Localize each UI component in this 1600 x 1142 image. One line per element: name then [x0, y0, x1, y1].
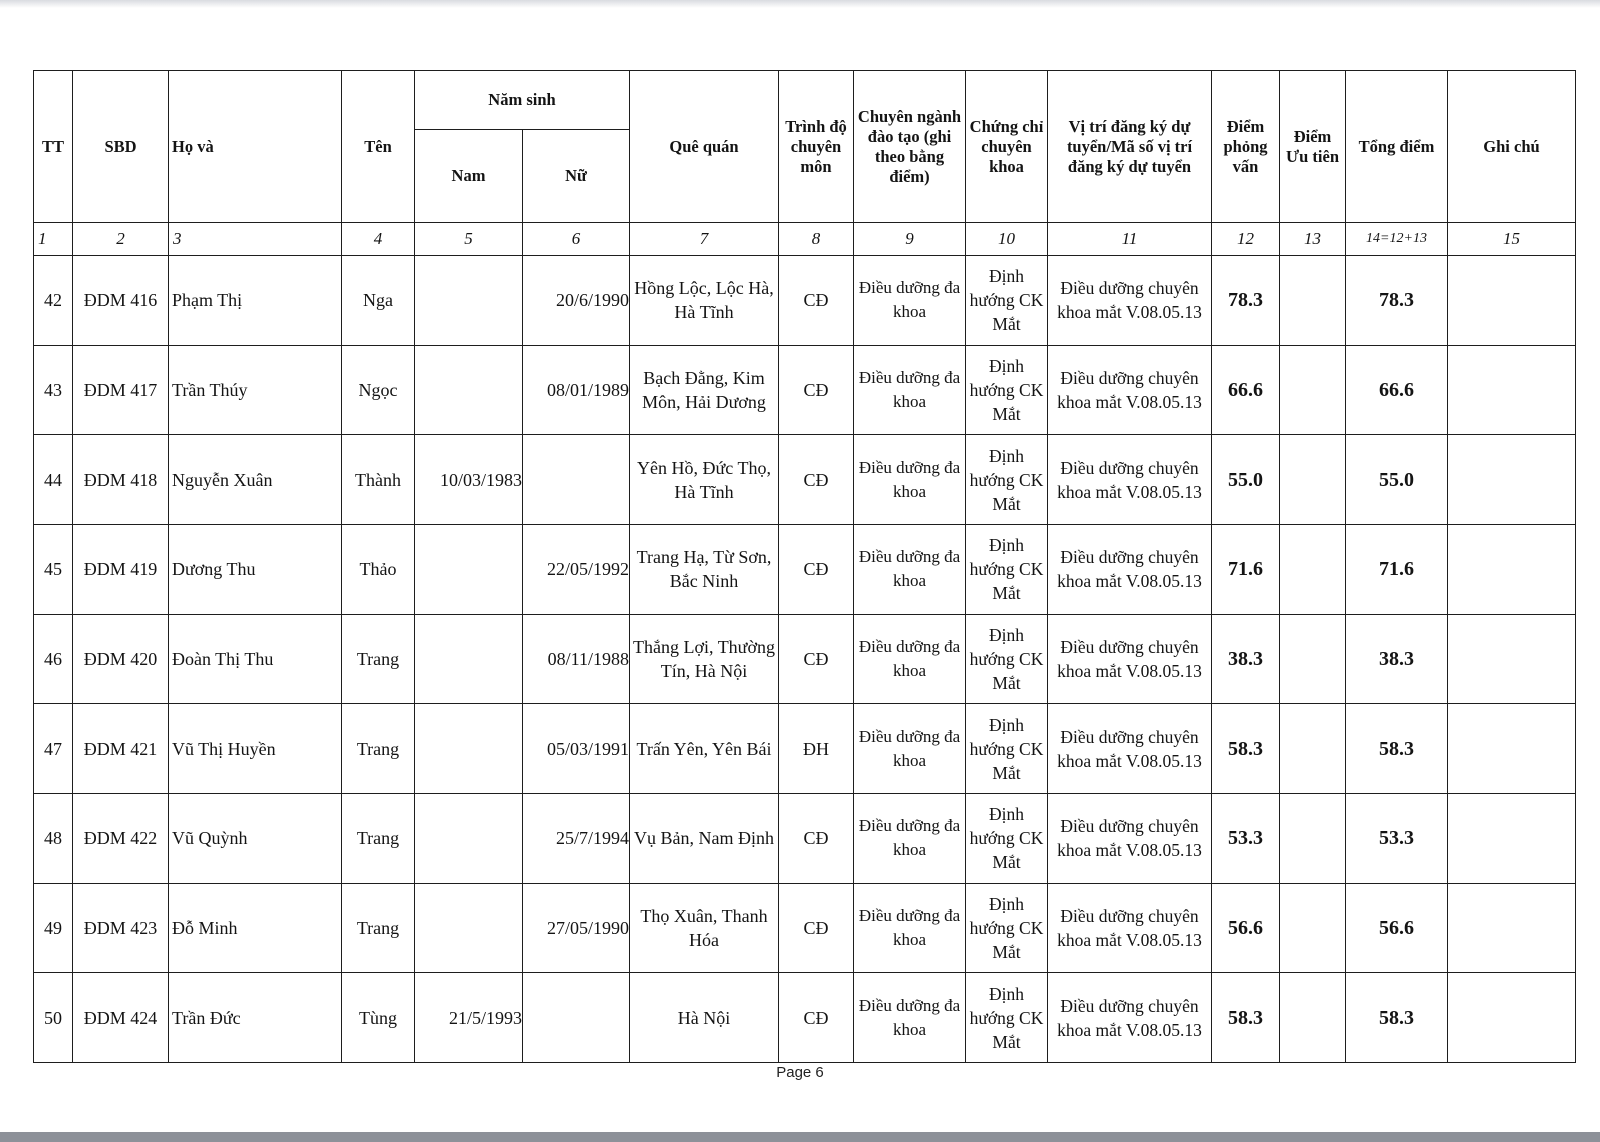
header-nam-sinh: Năm sinh — [415, 71, 630, 130]
column-number: 2 — [73, 223, 169, 256]
cell-que-quan: Bạch Đằng, Kim Môn, Hải Dương — [630, 345, 779, 435]
table-body — [34, 256, 1576, 1063]
cell-ghi-chu — [1448, 973, 1576, 1063]
cell-sbd: ĐDM 424 — [73, 973, 169, 1063]
column-number: 13 — [1280, 223, 1346, 256]
header-tt: TT — [34, 71, 73, 223]
cell-nam-sinh-nam — [415, 524, 523, 614]
cell-ten: Ngọc — [342, 345, 415, 435]
cell-diem-phong-van: 58.3 — [1212, 704, 1280, 794]
cell-nam-sinh-nam — [415, 256, 523, 346]
cell-vi-tri: Điều dưỡng chuyên khoa mắt V.08.05.13 — [1048, 256, 1212, 346]
header-diem-phong-van: Điểm phỏng vấn — [1212, 71, 1280, 223]
cell-nam-sinh-nu: 20/6/1990 — [523, 256, 630, 346]
cell-vi-tri: Điều dưỡng chuyên khoa mắt V.08.05.13 — [1048, 704, 1212, 794]
cell-diem-phong-van: 58.3 — [1212, 973, 1280, 1063]
cell-diem-uu-tien — [1280, 345, 1346, 435]
header-ten: Tên — [342, 71, 415, 223]
header-vi-tri: Vị trí đăng ký dự tuyển/Mã số vị trí đăng ký dự tuyển — [1048, 71, 1212, 223]
column-number: 8 — [779, 223, 854, 256]
cell-ho: Phạm Thị — [169, 256, 342, 346]
cell-chung-chi: Định hướng CK Mắt — [966, 793, 1048, 883]
cell-chuyen-nganh: Điều dưỡng đa khoa — [854, 256, 966, 346]
cell-vi-tri: Điều dưỡng chuyên khoa mắt V.08.05.13 — [1048, 793, 1212, 883]
cell-diem-uu-tien — [1280, 883, 1346, 973]
table-row — [34, 883, 1576, 973]
table-header — [34, 71, 1576, 256]
cell-diem-phong-van: 55.0 — [1212, 435, 1280, 525]
cell-sbd: ĐDM 420 — [73, 614, 169, 704]
cell-nam-sinh-nam — [415, 793, 523, 883]
cell-chuyen-nganh: Điều dưỡng đa khoa — [854, 524, 966, 614]
cell-ghi-chu — [1448, 256, 1576, 346]
cell-tong-diem: 66.6 — [1346, 345, 1448, 435]
cell-ten: Trang — [342, 704, 415, 794]
cell-nam-sinh-nam: 10/03/1983 — [415, 435, 523, 525]
header-trinh-do: Trình độ chuyên môn — [779, 71, 854, 223]
cell-trinh-do: CĐ — [779, 973, 854, 1063]
cell-chung-chi: Định hướng CK Mắt — [966, 256, 1048, 346]
cell-ten: Thành — [342, 435, 415, 525]
cell-chung-chi: Định hướng CK Mắt — [966, 614, 1048, 704]
column-number: 9 — [854, 223, 966, 256]
cell-que-quan: Hà Nội — [630, 973, 779, 1063]
cell-sbd: ĐDM 417 — [73, 345, 169, 435]
cell-que-quan: Yên Hồ, Đức Thọ, Hà Tĩnh — [630, 435, 779, 525]
cell-ho: Đoàn Thị Thu — [169, 614, 342, 704]
cell-ghi-chu — [1448, 435, 1576, 525]
cell-ghi-chu — [1448, 793, 1576, 883]
cell-nam-sinh-nam: 21/5/1993 — [415, 973, 523, 1063]
header-diem-uu-tien: Điểm Ưu tiên — [1280, 71, 1346, 223]
cell-ten: Thảo — [342, 524, 415, 614]
scan-edge-top — [0, 0, 1600, 8]
cell-que-quan: Thọ Xuân, Thanh Hóa — [630, 883, 779, 973]
header-ho-va: Họ và — [169, 71, 342, 223]
header-nu: Nữ — [523, 130, 630, 223]
cell-tt: 45 — [34, 524, 73, 614]
cell-ho: Nguyễn Xuân — [169, 435, 342, 525]
cell-vi-tri: Điều dưỡng chuyên khoa mắt V.08.05.13 — [1048, 973, 1212, 1063]
cell-chung-chi: Định hướng CK Mắt — [966, 435, 1048, 525]
cell-chung-chi: Định hướng CK Mắt — [966, 883, 1048, 973]
cell-vi-tri: Điều dưỡng chuyên khoa mắt V.08.05.13 — [1048, 345, 1212, 435]
cell-diem-uu-tien — [1280, 973, 1346, 1063]
header-tong-diem: Tổng điểm — [1346, 71, 1448, 223]
cell-tt: 42 — [34, 256, 73, 346]
cell-tong-diem: 55.0 — [1346, 435, 1448, 525]
cell-tong-diem: 71.6 — [1346, 524, 1448, 614]
cell-tong-diem: 78.3 — [1346, 256, 1448, 346]
cell-nam-sinh-nam — [415, 704, 523, 794]
cell-nam-sinh-nam — [415, 614, 523, 704]
cell-tt: 50 — [34, 973, 73, 1063]
cell-tt: 44 — [34, 435, 73, 525]
cell-chuyen-nganh: Điều dưỡng đa khoa — [854, 345, 966, 435]
table-row — [34, 973, 1576, 1063]
cell-nam-sinh-nu — [523, 973, 630, 1063]
cell-ghi-chu — [1448, 883, 1576, 973]
cell-que-quan: Vụ Bản, Nam Định — [630, 793, 779, 883]
header-ghi-chu: Ghi chú — [1448, 71, 1576, 223]
cell-tt: 47 — [34, 704, 73, 794]
cell-chuyen-nganh: Điều dưỡng đa khoa — [854, 435, 966, 525]
table-row — [34, 524, 1576, 614]
cell-chuyen-nganh: Điều dưỡng đa khoa — [854, 793, 966, 883]
cell-trinh-do: CĐ — [779, 435, 854, 525]
cell-diem-phong-van: 38.3 — [1212, 614, 1280, 704]
cell-sbd: ĐDM 416 — [73, 256, 169, 346]
header-chuyen-nganh: Chuyên ngành đào tạo (ghi theo bằng điểm) — [854, 71, 966, 223]
cell-nam-sinh-nam — [415, 345, 523, 435]
table-row — [34, 345, 1576, 435]
cell-chung-chi: Định hướng CK Mắt — [966, 973, 1048, 1063]
scan-edge-bottom — [0, 1132, 1600, 1142]
column-number-row — [34, 223, 1576, 256]
cell-vi-tri: Điều dưỡng chuyên khoa mắt V.08.05.13 — [1048, 435, 1212, 525]
header-nam: Nam — [415, 130, 523, 223]
column-number: 6 — [523, 223, 630, 256]
column-number: 3 — [169, 223, 342, 256]
cell-diem-phong-van: 56.6 — [1212, 883, 1280, 973]
cell-trinh-do: CĐ — [779, 883, 854, 973]
cell-nam-sinh-nu: 25/7/1994 — [523, 793, 630, 883]
cell-diem-uu-tien — [1280, 435, 1346, 525]
cell-que-quan: Hồng Lộc, Lộc Hà, Hà Tĩnh — [630, 256, 779, 346]
column-number: 4 — [342, 223, 415, 256]
cell-nam-sinh-nam — [415, 883, 523, 973]
table-row — [34, 256, 1576, 346]
cell-vi-tri: Điều dưỡng chuyên khoa mắt V.08.05.13 — [1048, 883, 1212, 973]
cell-nam-sinh-nu: 08/11/1988 — [523, 614, 630, 704]
cell-trinh-do: CĐ — [779, 345, 854, 435]
cell-tong-diem: 53.3 — [1346, 793, 1448, 883]
cell-ten: Trang — [342, 793, 415, 883]
cell-que-quan: Trấn Yên, Yên Bái — [630, 704, 779, 794]
cell-chung-chi: Định hướng CK Mắt — [966, 345, 1048, 435]
cell-ghi-chu — [1448, 524, 1576, 614]
cell-ho: Đỗ Minh — [169, 883, 342, 973]
cell-vi-tri: Điều dưỡng chuyên khoa mắt V.08.05.13 — [1048, 524, 1212, 614]
cell-ho: Vũ Thị Huyền — [169, 704, 342, 794]
cell-ten: Trang — [342, 883, 415, 973]
cell-diem-uu-tien — [1280, 614, 1346, 704]
cell-diem-phong-van: 71.6 — [1212, 524, 1280, 614]
cell-diem-phong-van: 78.3 — [1212, 256, 1280, 346]
cell-diem-uu-tien — [1280, 704, 1346, 794]
cell-diem-phong-van: 53.3 — [1212, 793, 1280, 883]
cell-chung-chi: Định hướng CK Mắt — [966, 704, 1048, 794]
table-row — [34, 435, 1576, 525]
column-number: 7 — [630, 223, 779, 256]
cell-tong-diem: 58.3 — [1346, 704, 1448, 794]
cell-diem-uu-tien — [1280, 524, 1346, 614]
cell-sbd: ĐDM 421 — [73, 704, 169, 794]
cell-trinh-do: CĐ — [779, 524, 854, 614]
cell-que-quan: Thắng Lợi, Thường Tín, Hà Nội — [630, 614, 779, 704]
column-number: 12 — [1212, 223, 1280, 256]
cell-sbd: ĐDM 418 — [73, 435, 169, 525]
cell-ten: Nga — [342, 256, 415, 346]
cell-que-quan: Trang Hạ, Từ Sơn, Bắc Ninh — [630, 524, 779, 614]
cell-nam-sinh-nu: 05/03/1991 — [523, 704, 630, 794]
cell-tong-diem: 58.3 — [1346, 973, 1448, 1063]
cell-tt: 46 — [34, 614, 73, 704]
cell-ho: Trần Thúy — [169, 345, 342, 435]
cell-sbd: ĐDM 422 — [73, 793, 169, 883]
cell-nam-sinh-nu: 22/05/1992 — [523, 524, 630, 614]
cell-chuyen-nganh: Điều dưỡng đa khoa — [854, 973, 966, 1063]
cell-ghi-chu — [1448, 614, 1576, 704]
cell-ho: Dương Thu — [169, 524, 342, 614]
cell-sbd: ĐDM 419 — [73, 524, 169, 614]
cell-tt: 49 — [34, 883, 73, 973]
column-number: 15 — [1448, 223, 1576, 256]
cell-tt: 48 — [34, 793, 73, 883]
cell-trinh-do: ĐH — [779, 704, 854, 794]
column-number: 11 — [1048, 223, 1212, 256]
results-table — [33, 70, 1576, 1063]
header-que-quan: Quê quán — [630, 71, 779, 223]
cell-chuyen-nganh: Điều dưỡng đa khoa — [854, 704, 966, 794]
cell-trinh-do: CĐ — [779, 256, 854, 346]
table-row — [34, 793, 1576, 883]
cell-sbd: ĐDM 423 — [73, 883, 169, 973]
cell-chuyen-nganh: Điều dưỡng đa khoa — [854, 883, 966, 973]
cell-trinh-do: CĐ — [779, 793, 854, 883]
cell-chuyen-nganh: Điều dưỡng đa khoa — [854, 614, 966, 704]
cell-trinh-do: CĐ — [779, 614, 854, 704]
cell-ho: Trần Đức — [169, 973, 342, 1063]
column-number: 1 — [34, 223, 73, 256]
header-sbd: SBD — [73, 71, 169, 223]
cell-ten: Trang — [342, 614, 415, 704]
table-row — [34, 704, 1576, 794]
cell-diem-uu-tien — [1280, 256, 1346, 346]
cell-tong-diem: 56.6 — [1346, 883, 1448, 973]
cell-nam-sinh-nu — [523, 435, 630, 525]
cell-diem-uu-tien — [1280, 793, 1346, 883]
cell-tt: 43 — [34, 345, 73, 435]
cell-nam-sinh-nu: 08/01/1989 — [523, 345, 630, 435]
cell-ho: Vũ Quỳnh — [169, 793, 342, 883]
cell-diem-phong-van: 66.6 — [1212, 345, 1280, 435]
column-number: 14=12+13 — [1346, 223, 1448, 256]
table-row — [34, 614, 1576, 704]
cell-tong-diem: 38.3 — [1346, 614, 1448, 704]
cell-ghi-chu — [1448, 345, 1576, 435]
cell-vi-tri: Điều dưỡng chuyên khoa mắt V.08.05.13 — [1048, 614, 1212, 704]
column-number: 10 — [966, 223, 1048, 256]
column-number: 5 — [415, 223, 523, 256]
cell-nam-sinh-nu: 27/05/1990 — [523, 883, 630, 973]
cell-chung-chi: Định hướng CK Mắt — [966, 524, 1048, 614]
cell-ten: Tùng — [342, 973, 415, 1063]
page-number: Page 6 — [776, 1064, 824, 1081]
header-chung-chi: Chứng chỉ chuyên khoa — [966, 71, 1048, 223]
cell-ghi-chu — [1448, 704, 1576, 794]
